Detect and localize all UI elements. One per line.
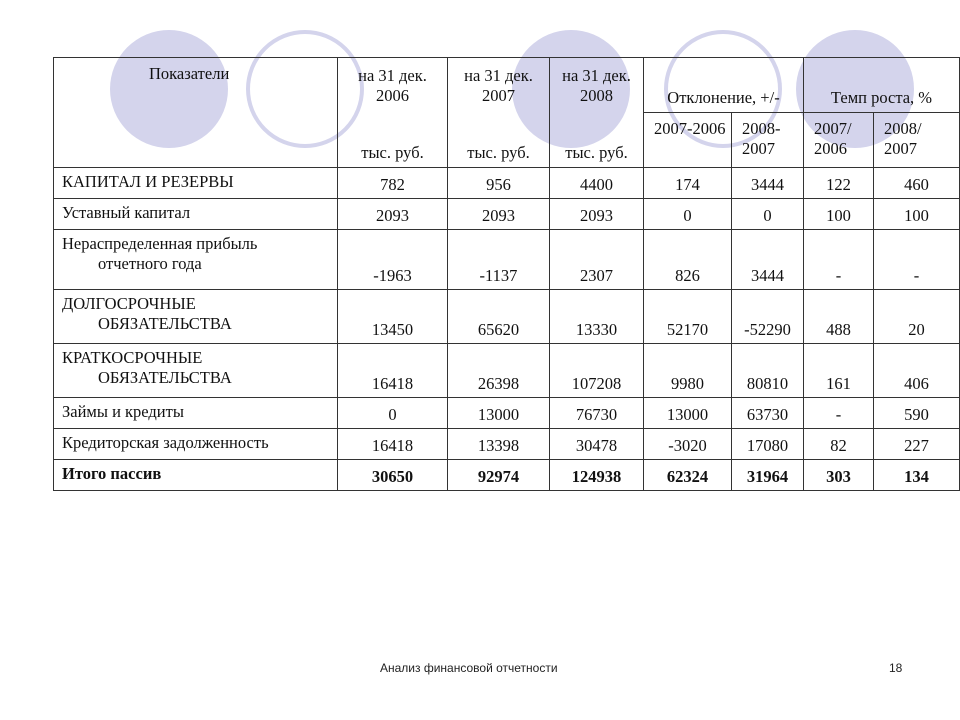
cell-d1: 9980 — [644, 344, 732, 398]
row-label — [54, 429, 338, 460]
cell-v2007: -1137 — [448, 230, 550, 290]
cell-d2: 80810 — [732, 344, 804, 398]
table-row — [54, 168, 960, 199]
cell-d2: 3444 — [732, 168, 804, 199]
table-row — [54, 398, 960, 429]
row-label-continuation: отчетного года — [98, 254, 202, 273]
cell-v2006: 16418 — [338, 344, 448, 398]
cell-g2: 100 — [874, 199, 960, 230]
cell-d1: 52170 — [644, 290, 732, 344]
cell-v2006: -1963 — [338, 230, 448, 290]
cell-d2: 63730 — [732, 398, 804, 429]
table-row — [54, 199, 960, 230]
cell-d1: 62324 — [644, 460, 732, 491]
cell-v2007: 13398 — [448, 429, 550, 460]
cell-g1: 82 — [804, 429, 874, 460]
cell-d2: 31964 — [732, 460, 804, 491]
header-indicators: Показатели — [54, 58, 338, 168]
row-label-text: ДОЛГОСРОЧНЫЕ — [62, 294, 196, 313]
cell-v2006: 2093 — [338, 199, 448, 230]
cell-v2007: 13000 — [448, 398, 550, 429]
row-label — [54, 344, 338, 398]
row-label — [54, 460, 338, 491]
row-label — [54, 230, 338, 290]
cell-d2: 17080 — [732, 429, 804, 460]
cell-g2: 134 — [874, 460, 960, 491]
header-gr-2007-2006: 2007/ 2006 — [804, 113, 874, 168]
row-label-continuation: ОБЯЗАТЕЛЬСТВА — [98, 314, 232, 333]
cell-v2006: 782 — [338, 168, 448, 199]
cell-v2008: 107208 — [550, 344, 644, 398]
header-date-2007: на 31 дек. 2007 — [448, 58, 550, 113]
cell-v2007: 2093 — [448, 199, 550, 230]
cell-g2: 20 — [874, 290, 960, 344]
table-row — [54, 290, 960, 344]
table-row — [54, 429, 960, 460]
cell-d2: 3444 — [732, 230, 804, 290]
header-gr-2008-2007: 2008/ 2007 — [874, 113, 960, 168]
row-label-text: Займы и кредиты — [62, 402, 184, 421]
table-row — [54, 344, 960, 398]
cell-v2008: 2307 — [550, 230, 644, 290]
header-date-2008: на 31 дек. 2008 — [550, 58, 644, 113]
cell-d1: 0 — [644, 199, 732, 230]
cell-d1: 826 — [644, 230, 732, 290]
footer-title: Анализ финансовой отчетности — [380, 661, 558, 675]
cell-v2008: 4400 — [550, 168, 644, 199]
row-label-text: КРАТКОСРОЧНЫЕ — [62, 348, 203, 367]
cell-v2006: 30650 — [338, 460, 448, 491]
header-deviation: Отклонение, +/- — [644, 58, 804, 113]
header-date-2006: на 31 дек. 2006 — [338, 58, 448, 113]
cell-g2: 406 — [874, 344, 960, 398]
cell-v2007: 92974 — [448, 460, 550, 491]
row-label-text: Уставный капитал — [62, 203, 191, 222]
cell-g1: 488 — [804, 290, 874, 344]
row-label — [54, 199, 338, 230]
cell-g1: - — [804, 398, 874, 429]
row-label-continuation: ОБЯЗАТЕЛЬСТВА — [98, 368, 232, 387]
row-label — [54, 398, 338, 429]
balance-table — [53, 57, 960, 491]
cell-g1: 303 — [804, 460, 874, 491]
cell-v2006: 13450 — [338, 290, 448, 344]
row-label-text: Итого пассив — [62, 464, 162, 483]
table-row — [54, 460, 960, 491]
cell-g1: 100 — [804, 199, 874, 230]
cell-g2: 227 — [874, 429, 960, 460]
cell-v2006: 16418 — [338, 429, 448, 460]
cell-g1: - — [804, 230, 874, 290]
row-label-text: КАПИТАЛ И РЕЗЕРВЫ — [62, 172, 234, 191]
cell-d1: -3020 — [644, 429, 732, 460]
cell-d2: -52290 — [732, 290, 804, 344]
unit-2006: тыс. руб. — [338, 113, 448, 168]
table-row — [54, 230, 960, 290]
cell-d2: 0 — [732, 199, 804, 230]
row-label-text: Кредиторская задолженность — [62, 433, 269, 452]
page-number: 18 — [889, 661, 903, 675]
cell-v2006: 0 — [338, 398, 448, 429]
cell-v2007: 956 — [448, 168, 550, 199]
row-label-text: Нераспределенная прибыль — [62, 234, 258, 253]
header-dev-2008-2007: 2008-2007 — [732, 113, 804, 168]
header-growth: Темп роста, % — [804, 58, 960, 113]
cell-v2007: 26398 — [448, 344, 550, 398]
cell-v2008: 76730 — [550, 398, 644, 429]
cell-v2008: 13330 — [550, 290, 644, 344]
header-row — [54, 58, 960, 113]
row-label — [54, 290, 338, 344]
row-label — [54, 168, 338, 199]
cell-d1: 13000 — [644, 398, 732, 429]
unit-2007: тыс. руб. — [448, 113, 550, 168]
cell-v2008: 124938 — [550, 460, 644, 491]
cell-g2: 460 — [874, 168, 960, 199]
unit-2008: тыс. руб. — [550, 113, 644, 168]
cell-g1: 161 — [804, 344, 874, 398]
cell-g2: - — [874, 230, 960, 290]
header-dev-2007-2006: 2007-2006 — [644, 113, 732, 168]
cell-v2007: 65620 — [448, 290, 550, 344]
cell-v2008: 30478 — [550, 429, 644, 460]
cell-v2008: 2093 — [550, 199, 644, 230]
cell-g1: 122 — [804, 168, 874, 199]
cell-d1: 174 — [644, 168, 732, 199]
cell-g2: 590 — [874, 398, 960, 429]
